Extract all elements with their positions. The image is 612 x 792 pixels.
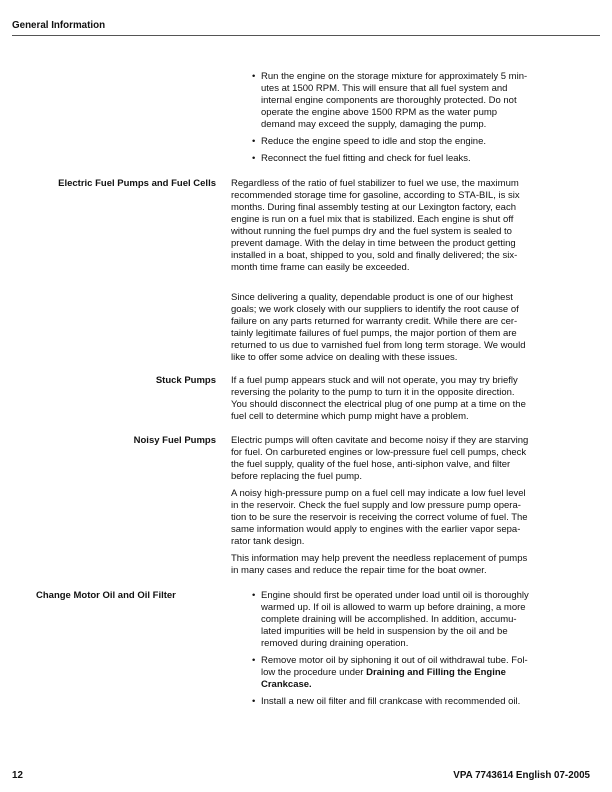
text-line: Electric pumps will often cavitate and become noisy if they are starving [231,435,529,446]
text-line: tion to be sure the reservoir is receiving the correct volume of fuel. The [231,512,528,523]
text-line: months. During final assembly testing at our Lexington factory, each [231,202,516,213]
text-line: rator tank design. [231,536,305,547]
text-line: If a fuel pump appears stuck and will not operate, you may try briefly [231,375,518,386]
text-line: Since delivering a quality, dependable product is one of our highest [231,292,513,303]
text-line: the fuel supply, quality of the fuel hose, anti-siphon valve, and filter [231,459,511,470]
text-line: Regardless of the ratio of fuel stabilizer to fuel we use, the maximum [231,178,519,189]
text-line: complete draining will be accomplished. In addition, accumu- [261,614,517,625]
text-line: Run the engine on the storage mixture for approximately 5 min- [261,71,528,82]
paragraph [231,178,520,274]
text-line: lated impurities will be held in suspension by the oil and be [261,626,508,637]
text-line: fuel cell to determine which pump might have a problem. [231,411,469,422]
document-id: VPA 7743614 English 07-2005 [453,770,590,781]
text-line: without running the fuel pumps dry and the fuel system is sealed to [231,226,512,237]
paragraph [231,488,528,548]
text-line: Engine should first be operated under load until oil is thoroughly [261,590,529,601]
text-line: operate the engine above 1500 RPM as the water pump [261,107,498,118]
text-line: engine is run on a fuel mix that is stabilized. Each engine is shut off [231,214,514,225]
bullet-icon: • [252,696,256,707]
section-label-noisy-fuel-pumps: Noisy Fuel Pumps [133,435,216,446]
text-line: before replacing the fuel pump. [231,471,362,482]
bullet-text [261,71,527,131]
text-line: in many cases and reduce the repair time for the boat owner. [231,565,487,576]
bullet-icon: • [252,153,256,164]
page-number: 12 [12,770,23,781]
text-line: like to offer some advice on dealing with these issues. [231,352,458,363]
section-label-change-motor-oil: Change Motor Oil and Oil Filter [36,590,176,601]
section-header: General Information [12,20,106,31]
text-line: prevent damage. With the delay in time between the product getting [231,238,516,249]
bullet-text [261,153,471,165]
header-rule [12,35,600,36]
text-line: Install a new oil filter and fill crankcase with recommended oil. [261,696,521,707]
text-line: for fuel. On carbureted engines or low-pressure fuel cell pumps, check [231,447,527,458]
section-label-electric-fuel-pumps: Electric Fuel Pumps and Fuel Cells [58,178,216,189]
text-line: tainly legitimate failures of fuel pumps, the major portion of them are [231,328,517,339]
cross-reference: Crankcase. [261,679,312,690]
text-line [261,667,528,679]
text-line: installed in a boat, shipped to you, sold and finally delivered; the six- [231,250,518,261]
bullet-icon: • [252,590,256,601]
paragraph [231,553,527,577]
text-line: Reduce the engine speed to idle and stop the engine. [261,136,487,147]
text-line: This information may help prevent the needless replacement of pumps [231,553,528,564]
text-line: demand may exceed the supply, damaging the pump. [261,119,487,130]
text-line: reversing the polarity to the pump to turn it in the opposite direction. [231,387,515,398]
text-line: goals; we work closely with our suppliers to identify the root cause of [231,304,519,315]
cross-reference: Draining and Filling the Engine [366,667,506,678]
text-line: month time frame can easily be exceeded. [231,262,410,273]
text-line: same information would apply to engines with the earlier vapor sepa- [231,524,521,535]
bullet-icon: • [252,136,256,147]
bullet-text [261,136,486,148]
bullet-text [261,655,528,691]
text-run: low the procedure under [261,667,367,678]
text-line: Remove motor oil by siphoning it out of oil withdrawal tube. Fol- [261,655,528,666]
text-line: internal engine components are thoroughly protected. Do not [261,95,517,106]
text-line: Reconnect the fuel fitting and check for fuel leaks. [261,153,471,164]
text-line: warmed up. If oil is allowed to warm up before draining, a more [261,602,526,613]
paragraph [231,435,528,483]
bullet-icon: • [252,71,256,82]
text-line: returned to us due to varnished fuel from long term storage. We would [231,340,526,351]
text-line: A noisy high-pressure pump on a fuel cell may indicate a low fuel level [231,488,526,499]
text-line: failure on any parts returned for warranty credit. While there are cer- [231,316,518,327]
bullet-text [261,590,529,650]
paragraph [231,375,526,423]
text-line: utes at 1500 RPM. This will ensure that all fuel system and [261,83,508,94]
paragraph [231,292,525,364]
text-line: You should disconnect the electrical plug of one pump at a time on the [231,399,526,410]
bullet-icon: • [252,655,256,666]
section-label-stuck-pumps: Stuck Pumps [155,375,216,386]
text-line: in the reservoir. Check the fuel supply and low pressure pump opera- [231,500,521,511]
text-line [261,679,528,691]
bullet-text [261,696,520,708]
text-line: recommended storage time for gasoline, according to STA-BIL, is six [231,190,520,201]
text-line: removed during draining operation. [261,638,409,649]
